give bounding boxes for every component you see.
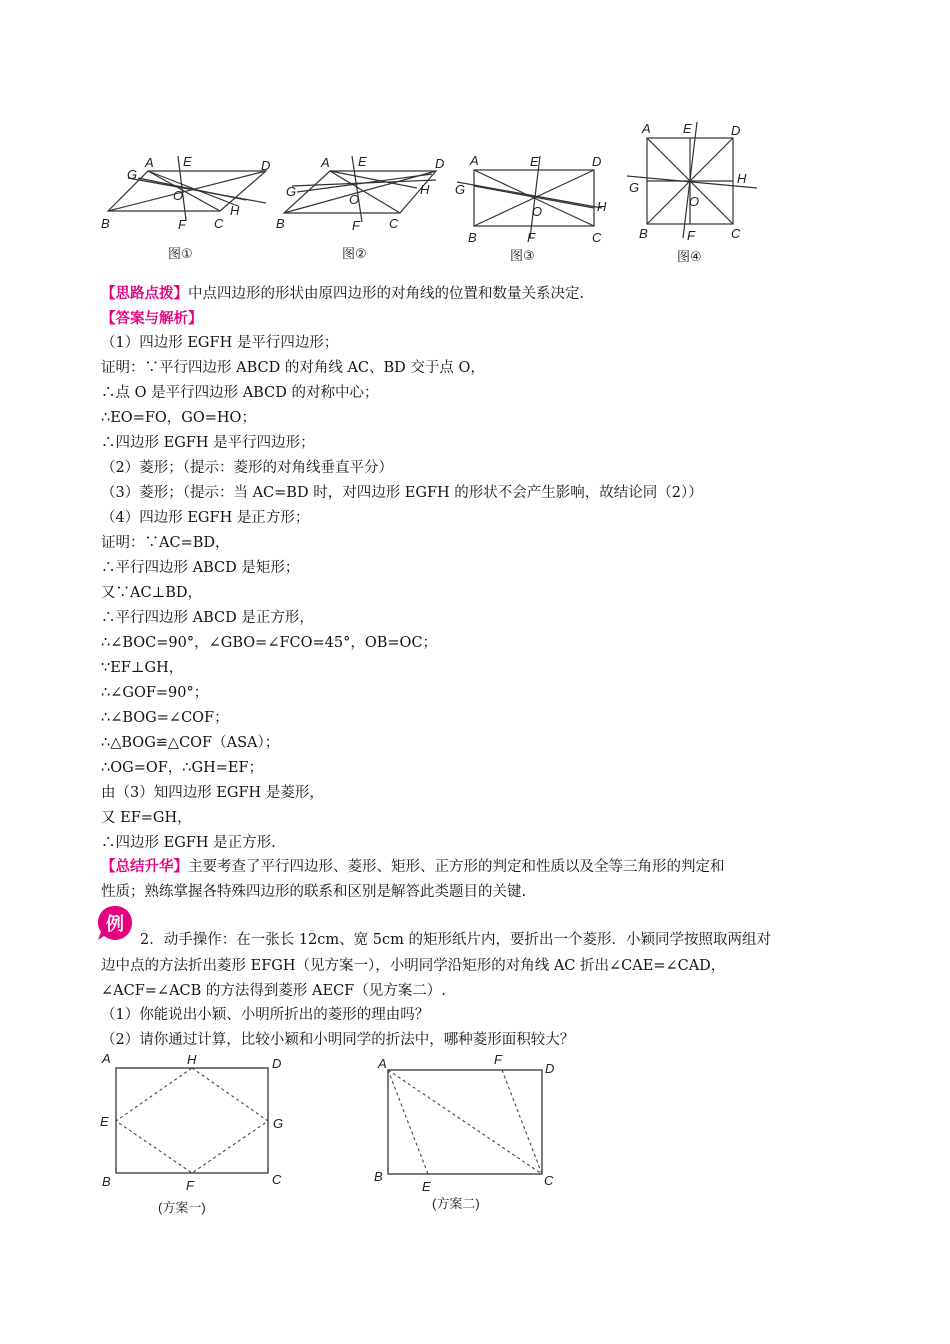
figure-3 [452, 148, 622, 266]
plan1-label-B: B [102, 1174, 111, 1189]
solution-line: ∵EF⊥GH， [101, 660, 184, 676]
solution-line: ∴四边形 EGFH 是平行四边形； [101, 435, 315, 451]
solution-line: ∴点 O 是平行四边形 ABCD 的对称中心； [101, 385, 379, 401]
plan1-label-A: A [102, 1051, 111, 1066]
fig4-label-C: C [731, 226, 741, 241]
fig2-label-B: B [276, 216, 285, 231]
fig1-label-E: E [183, 154, 192, 169]
fig3-label-C: C [592, 230, 602, 245]
plan1-caption: (方案一) [158, 1200, 206, 1215]
solution-line: ∴∠BOC=90°，∠GBO=∠FCO=45°，OB=OC； [101, 635, 438, 651]
solution-line: （1）四边形 EGFH 是平行四边形； [101, 335, 339, 351]
hint-text: 中点四边形的形状由原四边形的对角线的位置和数量关系决定. [188, 286, 585, 302]
example-badge [96, 904, 134, 942]
fig4-label-B: B [639, 226, 648, 241]
solution-line: ∴OG=OF，∴GH=EF； [101, 760, 264, 776]
summary-line-2: 性质；熟练掌握各特殊四边形的联系和区别是解答此类题目的关键. [101, 884, 527, 900]
fig3-label-E: E [530, 154, 539, 169]
fig4-label-G: G [629, 180, 640, 195]
solution-line: 又∵AC⊥BD， [101, 585, 202, 601]
summary-text-1: 主要考查了平行四边形、菱形、矩形、正方形的判定和性质以及全等三角形的判定和 [188, 859, 725, 875]
fig2-label-D: D [435, 156, 445, 171]
fig1-label-A: A [145, 155, 154, 170]
plan-1-figure [96, 1044, 296, 1219]
fig4-label-O: O [689, 194, 700, 209]
fig1-label-B: B [101, 216, 110, 231]
fig2-label-H: H [420, 182, 430, 197]
plan1-label-G: G [273, 1116, 284, 1131]
fig1-label-F: F [178, 217, 186, 232]
fig1-label-H: H [230, 203, 240, 218]
fig1-label-D: D [261, 158, 271, 173]
plan2-label-E: E [422, 1179, 431, 1194]
fig3-label-O: O [532, 204, 543, 219]
plan1-label-C: C [272, 1172, 282, 1187]
fig2-label-E: E [358, 154, 367, 169]
solution-line: 由（3）知四边形 EGFH 是菱形， [101, 785, 324, 801]
fig1-label-C: C [214, 216, 224, 231]
fig2-caption: 图② [342, 246, 367, 261]
plan1-label-E: E [100, 1114, 109, 1129]
solution-line: ∴EO=FO，GO=HO； [101, 410, 256, 426]
plan2-label-A: A [378, 1056, 387, 1071]
fig2-label-O: O [349, 192, 360, 207]
solution-line: ∴四边形 EGFH 是正方形. [101, 835, 276, 851]
example-line-1: 2．动手操作：在一张长 12cm、宽 5cm 的矩形纸片内，要折出一个菱形．小颖同学按照取两组对 [140, 932, 771, 948]
fig4-label-D: D [731, 123, 741, 138]
fig2-label-C: C [389, 216, 399, 231]
fig4-label-F: F [687, 228, 695, 243]
solution-line: 证明：∵AC=BD， [101, 535, 230, 551]
fig3-label-A: A [470, 153, 479, 168]
fig1-label-G: G [127, 167, 138, 182]
solution-line: 证明：∵平行四边形 ABCD 的对角线 AC、BD 交于点 O， [101, 360, 485, 376]
solution-line: ∴△BOG≌△COF（ASA）； [101, 735, 280, 751]
solution-line: ∴平行四边形 ABCD 是正方形， [101, 610, 314, 626]
fig3-label-B: B [468, 230, 477, 245]
fig4-label-A: A [642, 121, 651, 136]
fig3-label-G: G [455, 182, 466, 197]
answer-tag: 【答案与解析】 [101, 310, 203, 327]
solution-line: （2）菱形；（提示：菱形的对角线垂直平分） [101, 460, 393, 476]
solution-line: （4）四边形 EGFH 是正方形； [101, 510, 310, 526]
example-line-2: 边中点的方法折出菱形 EFGH（见方案一），小明同学沿矩形的对角线 AC 折出∠CAE=∠CAD， [101, 958, 726, 974]
fig3-label-F: F [527, 230, 535, 245]
question-2: （2）请你通过计算，比较小颖和小明同学的折法中，哪种菱形面积较大？ [101, 1032, 575, 1048]
figure-4 [625, 120, 765, 270]
fig2-label-A: A [321, 155, 330, 170]
plan1-label-D: D [272, 1056, 282, 1071]
summary-line-1 [101, 857, 725, 877]
fig1-caption: 图① [168, 246, 193, 261]
solution-line: 又 EF=GH， [101, 810, 192, 826]
plan-2-figure [368, 1048, 568, 1218]
answer-heading [101, 309, 203, 329]
solution-line: ∴∠GOF=90°； [101, 685, 209, 701]
solution-line: （3）菱形；（提示：当 AC=BD 时，对四边形 EGFH 的形状不会产生影响，故结论同（2）） [101, 485, 703, 501]
fig4-caption: 图④ [677, 249, 702, 264]
plan2-caption: (方案二) [432, 1196, 480, 1211]
fig2-label-F: F [352, 218, 360, 233]
plan2-label-C: C [544, 1173, 554, 1188]
fig3-caption: 图③ [510, 248, 535, 263]
plan1-label-F: F [186, 1178, 194, 1193]
figure-2 [272, 148, 452, 266]
question-1: （1）你能说出小颖、小明所折出的菱形的理由吗？ [101, 1007, 430, 1023]
solution-line: ∴∠BOG=∠COF； [101, 710, 229, 726]
figure-1 [98, 148, 278, 266]
plan2-label-B: B [374, 1169, 383, 1184]
fig3-label-H: H [597, 199, 607, 214]
fig2-label-G: G [286, 184, 297, 199]
fig4-label-E: E [683, 121, 692, 136]
fig1-label-O: O [173, 188, 184, 203]
fig4-label-H: H [737, 171, 747, 186]
example-line-3: ∠ACF=∠ACB 的方法得到菱形 AECF（见方案二）. [101, 983, 446, 999]
plan2-label-F: F [494, 1052, 502, 1067]
hint-line [101, 284, 584, 304]
fig3-label-D: D [592, 154, 602, 169]
summary-tag: 【总结升华】 [101, 858, 188, 875]
badge-text: 例 [106, 914, 124, 935]
solution-line: ∴平行四边形 ABCD 是矩形； [101, 560, 300, 576]
hint-tag: 【思路点拨】 [101, 285, 188, 302]
plan1-label-H: H [187, 1052, 197, 1067]
plan2-label-D: D [545, 1061, 555, 1076]
